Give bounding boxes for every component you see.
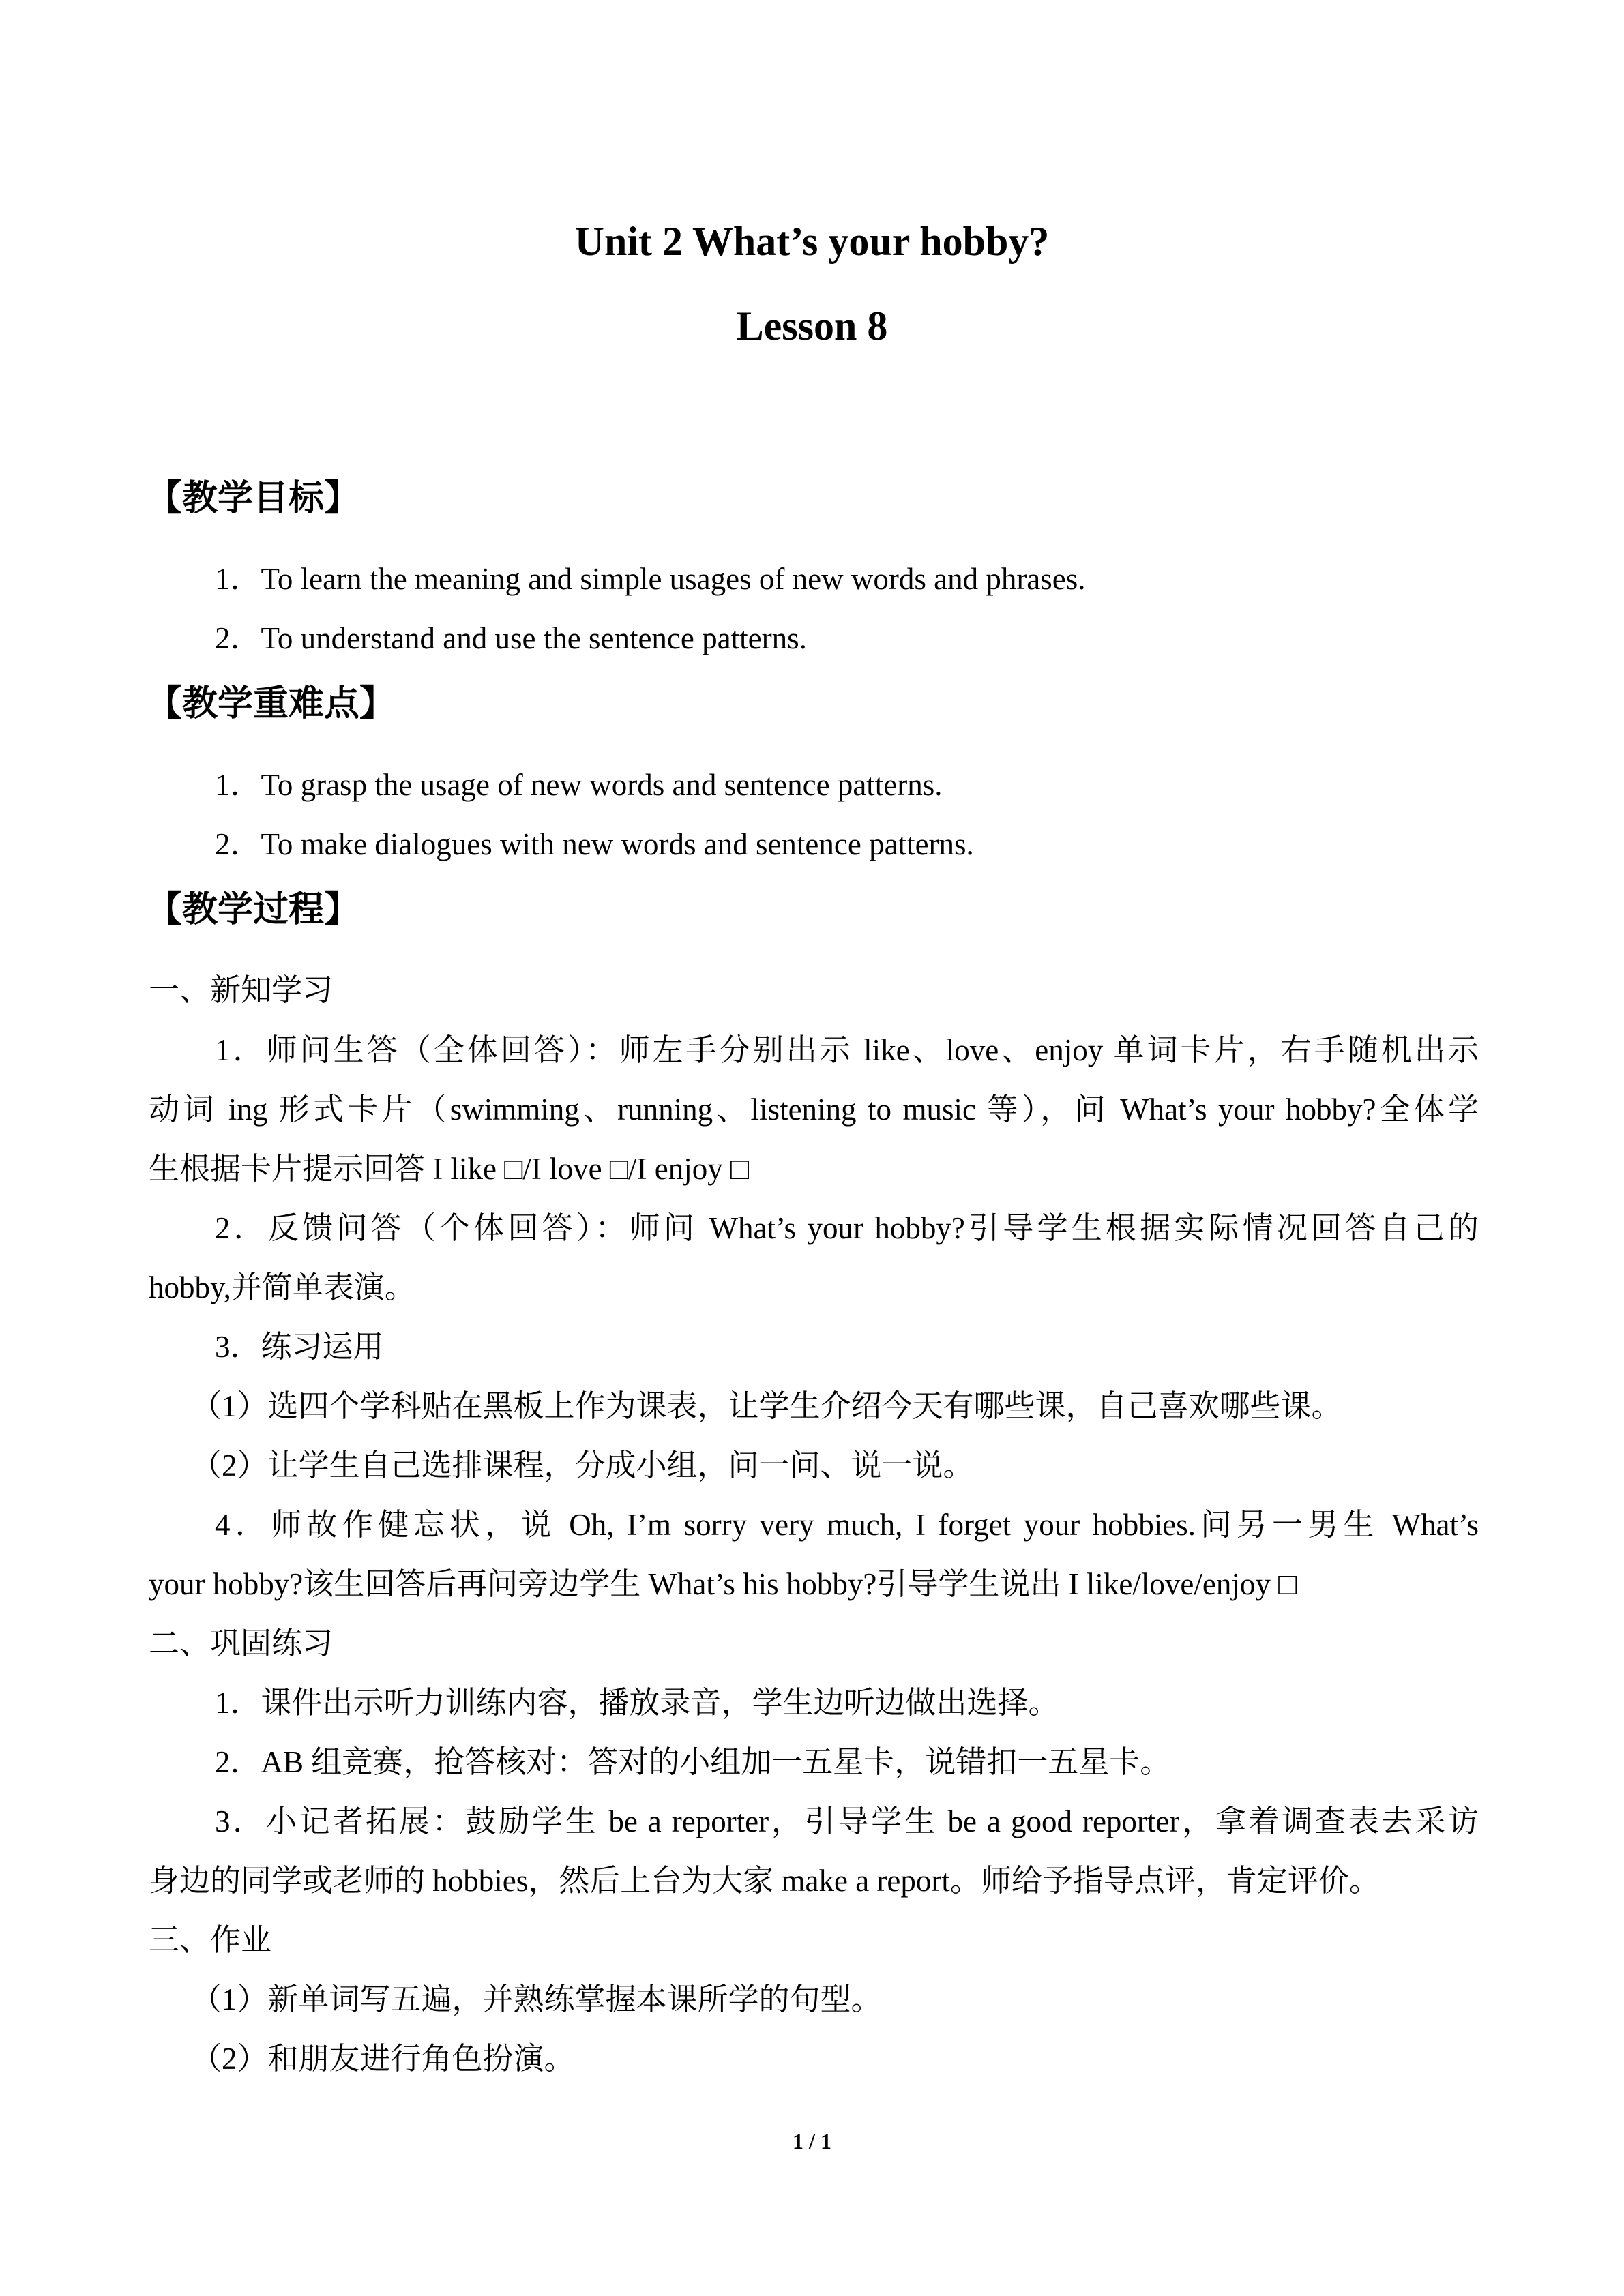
objective-item: 1．To learn the meaning and simple usages of new words and phrases.	[215, 562, 1086, 596]
key-points-heading: 【教学重难点】	[147, 683, 396, 724]
homework-item: （1）新单词写五遍，并熟练掌握本课所学的句型。	[191, 1982, 882, 2016]
process-subtitle: 3．练习运用	[215, 1330, 384, 1364]
process-text-line: 1．师问生答（全体回答）：师左手分别出示 like、love、enjoy 单词卡片，右手随机出示	[215, 1033, 1479, 1067]
process-text-line: your hobby?该生回答后再问旁边学生 What’s his hobby?引导学生说出 I like/love/enjoy □	[149, 1567, 1297, 1601]
key-point-item: 2．To make dialogues with new words and sentence patterns.	[215, 827, 974, 861]
process-text-line: 生根据卡片提示回答 I like □/I love □/I enjoy □	[149, 1152, 750, 1186]
process-heading: 【教学过程】	[147, 889, 360, 930]
process-text-line: 动词 ing 形式卡片（swimming、running、listening to music 等），问 What’s your hobby?全体学	[149, 1092, 1479, 1127]
process-text-line: 2．反馈问答（个体回答）：师问 What’s your hobby?引导学生根据实际情况回答自己的	[215, 1211, 1479, 1245]
process-text-line: 1．课件出示听力训练内容，播放录音，学生边听边做出选择。	[215, 1686, 1059, 1720]
process-text-line: （1）选四个学科贴在黑板上作为课表，让学生介绍今天有哪些课，自己喜欢哪些课。	[191, 1389, 1342, 1423]
process-text-line: 身边的同学或老师的 hobbies，然后上台为大家 make a report。师给予指导点评，肯定评价。	[149, 1864, 1380, 1898]
part3-title: 三、作业	[149, 1923, 272, 1957]
objective-item: 2．To understand and use the sentence patterns.	[215, 621, 807, 655]
process-text-line: 3．小记者拓展：鼓励学生 be a reporter，引导学生 be a good reporter，拿着调查表去采访	[215, 1804, 1479, 1838]
key-point-item: 1．To grasp the usage of new words and sentence patterns.	[215, 768, 943, 802]
document-title: Unit 2 What’s your hobby?	[574, 219, 1050, 264]
process-text-line: hobby,并简单表演。	[149, 1270, 415, 1304]
objectives-heading: 【教学目标】	[147, 478, 360, 519]
process-text-line: 2．AB 组竞赛，抢答核对：答对的小组加一五星卡，说错扣一五星卡。	[215, 1745, 1171, 1779]
page-number: 1 / 1	[793, 2129, 831, 2153]
part2-title: 二、巩固练习	[149, 1626, 334, 1660]
homework-item: （2）和朋友进行角色扮演。	[191, 2042, 575, 2076]
process-text-line: （2）让学生自己选排课程，分成小组，问一问、说一说。	[191, 1448, 974, 1482]
part1-title: 一、新知学习	[149, 973, 334, 1007]
document-subtitle: Lesson 8	[736, 303, 888, 348]
process-text-line: 4．师故作健忘状，说 Oh, I’m sorry very much, I forget your hobbies.问另一男生 What’s	[215, 1508, 1479, 1542]
